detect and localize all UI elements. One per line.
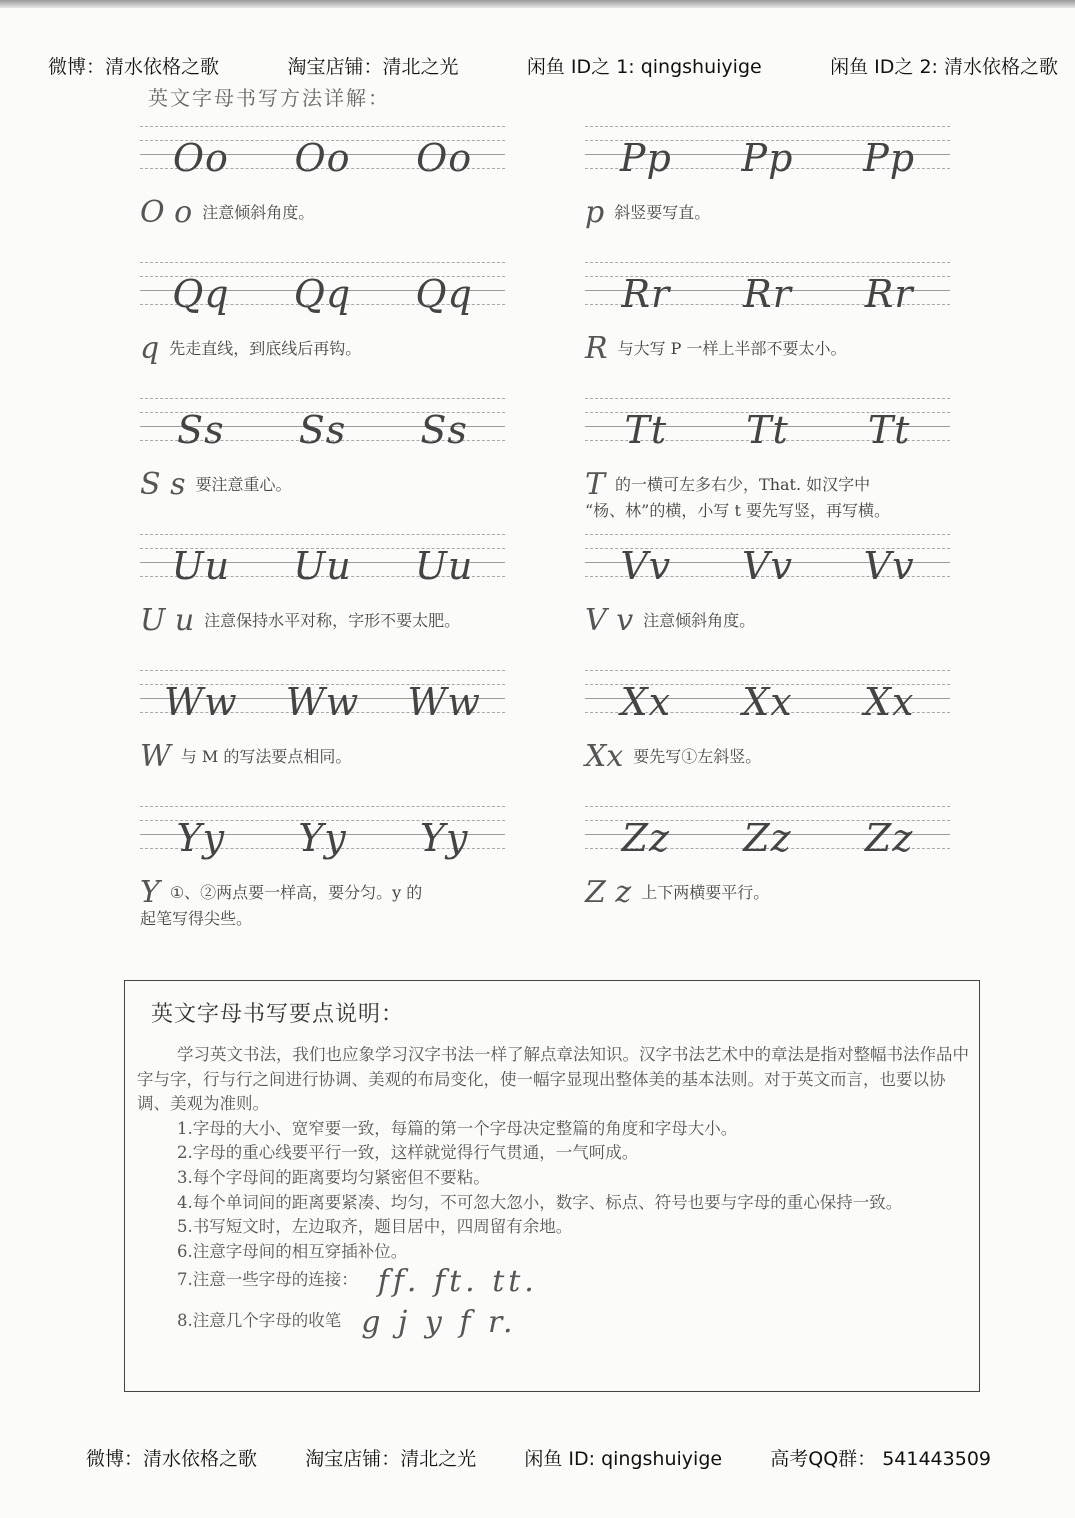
letter-samples xyxy=(140,798,505,860)
letter-sample: Vv xyxy=(620,544,672,588)
letter-samples xyxy=(585,254,950,316)
letter-sample: Pp xyxy=(619,136,672,180)
note-text: 上下两横要平行。 xyxy=(641,883,770,902)
letter-sample: Xx xyxy=(742,680,793,724)
letter-sample: Zz xyxy=(864,816,914,860)
letter-samples xyxy=(140,390,505,452)
letter-sample: Vv xyxy=(863,544,915,588)
letter-note xyxy=(585,603,756,638)
note-text: 注意倾斜角度。 xyxy=(643,611,756,630)
letter-sample: Ww xyxy=(164,680,238,724)
letter-glyph: Z z xyxy=(585,875,632,910)
watermark-item: 闲鱼 ID之 1: qingshuiyige xyxy=(526,56,762,78)
letter-note xyxy=(585,875,770,910)
letter-sample: Qq xyxy=(415,272,473,316)
page-heading: 英文字母书写方法详解： xyxy=(148,86,390,110)
letter-samples xyxy=(585,662,950,724)
tips-point-text: 8.注意几个字母的收笔 xyxy=(177,1310,342,1330)
letter-glyph: O o xyxy=(140,195,193,230)
letter-sample: Oo xyxy=(172,136,229,180)
letter-samples xyxy=(585,390,950,452)
tips-title: 英文字母书写要点说明： xyxy=(151,1002,405,1027)
note-text: 先走直线，到底线后再钩。 xyxy=(169,339,362,358)
letter-samples xyxy=(585,798,950,860)
note-text: ①、②两点要一样高，要分匀。y 的 xyxy=(169,883,423,902)
letter-sample: Uu xyxy=(171,544,231,588)
tips-intro: 学习英文书法，我们也应象学习汉字书法一样了解点章法知识。汉字书法艺术中的章法是指对整幅书法作品中字与字，行与行之间进行协调、美观的布局变化，使一幅字显现出整体美的基本法则。对于英文而言，也要以协调、美观为准则。 xyxy=(137,1045,969,1114)
letter-note xyxy=(140,331,362,366)
tips-point xyxy=(137,1304,969,1340)
letter-sample: Ww xyxy=(407,680,481,724)
note-text: 注意保持水平对称，字形不要太肥。 xyxy=(204,611,461,630)
tips-point: 1.字母的大小、宽窄要一致，每篇的第一个字母决定整篇的角度和字母大小。 xyxy=(177,1118,738,1138)
note-text: 与 M 的写法要点相同。 xyxy=(180,747,352,766)
letter-samples xyxy=(585,118,950,180)
letter-sample: Qq xyxy=(172,272,230,316)
letter-sample: Yy xyxy=(176,816,226,860)
letter-sample: Yy xyxy=(419,816,469,860)
letter-note xyxy=(585,195,711,230)
letter-sample: Qq xyxy=(293,272,352,316)
letter-glyph: V v xyxy=(585,603,634,638)
letter-sample: Oo xyxy=(294,136,351,180)
watermark-item: 淘宝店铺：清北之光 xyxy=(305,1448,477,1470)
letter-sample: Zz xyxy=(621,816,671,860)
note-text: 斜竖要写直。 xyxy=(614,203,711,222)
cursive-sample: g j y f r. xyxy=(361,1304,517,1340)
letter-sample: Rr xyxy=(864,272,914,316)
letter-note xyxy=(140,739,352,774)
letter-sample: Uu xyxy=(293,544,352,588)
tips-point-text: 7.注意一些字母的连接： xyxy=(177,1270,358,1290)
note-text: 的一横可左多右少，That. 如汉字中 xyxy=(615,475,871,494)
note-text: 注意倾斜角度。 xyxy=(202,203,315,222)
letter-sample: Xx xyxy=(863,680,915,724)
letter-sample: Zz xyxy=(743,816,792,860)
watermark-item: 微博：清水依格之歌 xyxy=(48,56,220,78)
letter-glyph: p xyxy=(585,195,605,230)
letter-sample: Ss xyxy=(177,408,225,452)
watermark-item: 高考QQ群： 541443509 xyxy=(770,1448,991,1470)
watermark-item: 闲鱼 ID之 2: 清水依格之歌 xyxy=(830,56,1058,78)
letter-samples xyxy=(140,118,505,180)
letter-sample: Rr xyxy=(743,272,792,316)
letter-sample: Ss xyxy=(420,408,468,452)
tips-box xyxy=(124,980,980,1392)
letter-sample: Tt xyxy=(746,408,789,452)
letter-sample: Oo xyxy=(416,136,473,180)
note-text: 要先写①左斜竖。 xyxy=(633,747,762,766)
note-text: 要注意重心。 xyxy=(195,475,292,494)
scan-edge xyxy=(0,0,1075,8)
note-text: 与大写 P 一样上半部不要太小。 xyxy=(617,339,847,358)
letter-glyph: q xyxy=(140,331,160,366)
letter-sample: Pp xyxy=(741,136,794,180)
tips-point: 3.每个字母间的距离要均匀紧密但不要粘。 xyxy=(177,1167,490,1187)
letter-note xyxy=(585,739,762,774)
letter-note xyxy=(140,603,461,638)
watermark-bottom xyxy=(86,1444,991,1471)
letter-sample: Tt xyxy=(624,408,668,452)
cursive-sample: ff. ft. tt. xyxy=(377,1264,538,1300)
letter-glyph: U u xyxy=(140,603,195,638)
letter-glyph: T xyxy=(585,467,606,502)
letter-sample: Ww xyxy=(285,680,360,724)
letter-sample: Ss xyxy=(298,408,347,452)
letter-sample: Rr xyxy=(621,272,671,316)
letter-glyph: R xyxy=(585,331,608,366)
letter-samples xyxy=(140,526,505,588)
letter-glyph: S s xyxy=(140,467,186,502)
letter-note xyxy=(140,875,423,932)
watermark-item: 淘宝店铺：清北之光 xyxy=(287,56,459,78)
tips-point: 2.字母的重心线要平行一致，这样就觉得行气贯通，一气呵成。 xyxy=(177,1143,639,1163)
letter-glyph: Xx xyxy=(585,739,624,774)
letter-sample: Pp xyxy=(863,136,916,180)
note-text: “杨、林”的横，小写 t 要先写竖，再写横。 xyxy=(585,501,890,520)
note-text: 起笔写得尖些。 xyxy=(140,909,253,928)
tips-body xyxy=(137,1043,969,1340)
letter-note xyxy=(585,467,890,524)
letter-samples xyxy=(140,662,505,724)
letter-samples xyxy=(140,254,505,316)
letter-glyph: W xyxy=(140,739,171,774)
letter-note xyxy=(140,467,292,502)
tips-point xyxy=(137,1264,969,1300)
watermark-top xyxy=(48,52,1058,79)
tips-point: 6.注意字母间的相互穿插补位。 xyxy=(177,1241,408,1261)
letter-sample: Uu xyxy=(414,544,474,588)
letter-samples xyxy=(585,526,950,588)
watermark-item: 闲鱼 ID: qingshuiyige xyxy=(524,1448,723,1470)
letter-sample: Tt xyxy=(867,408,911,452)
letter-sample: Vv xyxy=(742,544,793,588)
letter-glyph: Y xyxy=(140,875,160,910)
watermark-item: 微博：清水依格之歌 xyxy=(86,1448,258,1470)
tips-point: 5.书写短文时，左边取齐，题目居中，四周留有余地。 xyxy=(177,1217,573,1237)
letter-sample: Xx xyxy=(620,680,672,724)
tips-point: 4.每个单词间的距离要紧凑、均匀，不可忽大忽小，数字、标点、符号也要与字母的重心保持一致。 xyxy=(177,1192,903,1212)
letter-sample: Yy xyxy=(298,816,347,860)
letter-note xyxy=(585,331,847,366)
letter-note xyxy=(140,195,315,230)
